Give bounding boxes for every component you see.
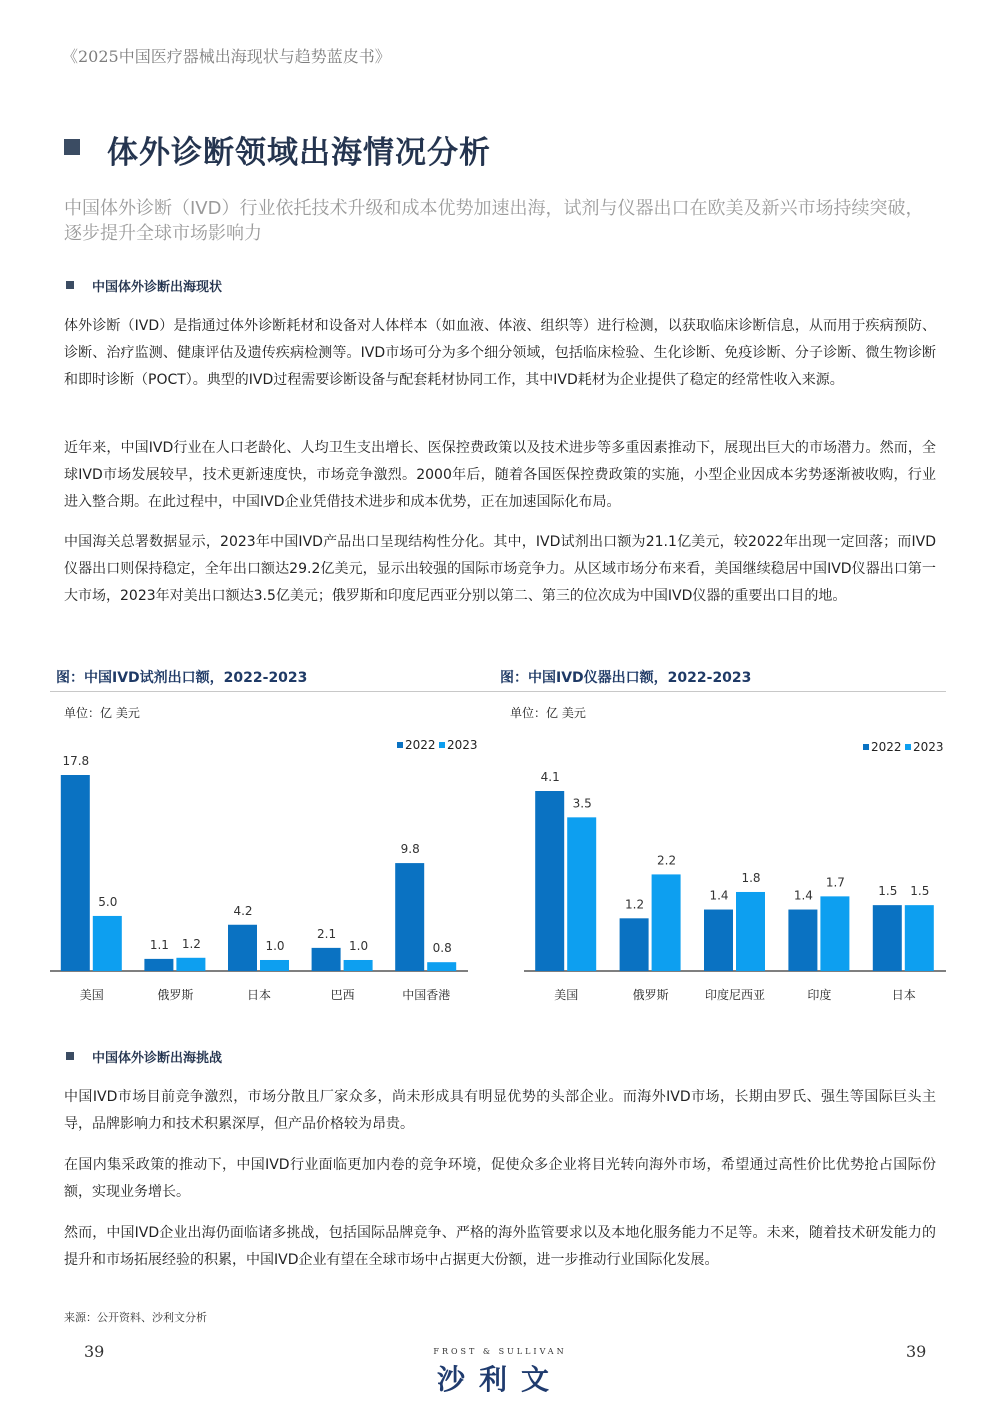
- section-bullet-icon: [64, 139, 80, 155]
- bar-2022: [228, 925, 257, 971]
- legend-label: 2022: [871, 740, 902, 754]
- data-label: 9.8: [400, 842, 420, 857]
- bar-2022: [144, 959, 173, 971]
- x-tick-label: 俄罗斯: [157, 988, 194, 1002]
- data-label: 2.1: [317, 926, 337, 941]
- chart-unit-instrument: 单位：亿 美元: [510, 706, 586, 720]
- document-header: 《2025中国医疗器械出海现状与趋势蓝皮书》: [62, 47, 391, 66]
- data-label: 3.5: [572, 796, 592, 811]
- bar-2022: [620, 918, 649, 971]
- logo-text-en: FROST & SULLIVAN: [433, 1347, 567, 1356]
- subsection-title-status: 中国体外诊断出海现状: [92, 280, 223, 295]
- x-tick-label: 中国香港: [402, 988, 451, 1002]
- bar-2023: [176, 958, 205, 971]
- bar-2023: [905, 905, 934, 971]
- x-tick-label: 日本: [246, 988, 272, 1002]
- chart-title-divider: [50, 691, 495, 692]
- legend-swatch: [439, 742, 445, 748]
- x-tick-label: 印度尼西亚: [704, 988, 766, 1002]
- bar-2023: [344, 960, 373, 971]
- legend-swatch: [863, 744, 869, 750]
- paragraph: 中国海关总署数据显示，2023年中国IVD产品出口呈现结构性分化。其中，IVD试剂出口额为21.1亿美元，较2022年出现一定回落；而IVD仪器出口则保持稳定，全年出口额达29.2亿美元，显示出较强的国际市场竞争力。从区域市场分布来看，美国继续稳居中国IVD仪器出口第一大市场，2023年对美出口额达3.5亿美元；俄罗斯和印度尼西亚分别以第二、第三的位次成为中国IVD仪器的重要出口目的地。: [64, 534, 936, 604]
- bar-2023: [93, 916, 122, 971]
- legend-swatch: [905, 744, 911, 750]
- chart-reagent-export: [40, 725, 485, 1015]
- bar-2023: [820, 896, 849, 971]
- data-label: 1.0: [349, 938, 369, 953]
- data-label: 5.0: [98, 894, 118, 909]
- data-label: 2.2: [657, 853, 677, 868]
- data-label: 1.0: [265, 938, 285, 953]
- legend-swatch: [397, 742, 403, 748]
- paragraph: 然而，中国IVD企业出海仍面临诸多挑战，包括国际品牌竞争、严格的海外监管要求以及本地化服务能力不足等。未来，随着技术研发能力的提升和市场拓展经验的积累，中国IVD企业有望在全球市场中占据更大份额，进一步推动行业国际化发展。: [64, 1225, 936, 1268]
- data-label: 1.2: [625, 897, 645, 912]
- subsection-bullet-icon: [66, 1052, 74, 1060]
- paragraph: 中国IVD市场目前竞争激烈，市场分散且厂家众多，尚未形成具有明显优势的头部企业。而海外IVD市场，长期由罗氏、强生等国际巨头主导，品牌影响力和技术积累深厚，但产品价格较为昂贵。: [64, 1089, 936, 1132]
- chart-title-divider: [495, 691, 946, 692]
- page-number-right: 39: [906, 1342, 927, 1361]
- data-label: 1.5: [910, 884, 930, 899]
- subsection-bullet-icon: [66, 281, 74, 289]
- data-label: 17.8: [62, 754, 90, 768]
- legend-label: 2022: [405, 738, 436, 752]
- data-label: 1.5: [878, 884, 898, 899]
- section-lead: 中国体外诊断（IVD）行业依托技术升级和成本优势加速出海，试剂与仪器出口在欧美及新兴市场持续突破，逐步提升全球市场影响力: [64, 198, 924, 244]
- legend-label: 2023: [447, 738, 478, 752]
- data-label: 4.2: [233, 903, 253, 918]
- section-title: 体外诊断领域出海情况分析: [107, 135, 491, 171]
- page-number-left: 39: [84, 1342, 105, 1361]
- x-tick-label: 美国: [79, 988, 104, 1002]
- bar-2023: [427, 962, 456, 971]
- bar-2022: [395, 863, 424, 971]
- source-note: 来源：公开资料、沙利文分析: [64, 1311, 207, 1324]
- x-tick-label: 巴西: [330, 988, 355, 1002]
- subsection-title-challenges: 中国体外诊断出海挑战: [92, 1051, 223, 1066]
- legend-label: 2023: [913, 740, 944, 754]
- chart-title-instrument: 图：中国IVD仪器出口额，2022-2023: [500, 670, 752, 686]
- x-tick-label: 日本: [891, 988, 916, 1002]
- data-label: 1.4: [793, 888, 813, 903]
- chart-unit-reagent: 单位：亿 美元: [64, 706, 140, 720]
- x-tick-label: 俄罗斯: [632, 988, 669, 1002]
- bar-2022: [312, 948, 341, 971]
- bar-2022: [61, 775, 90, 971]
- paragraph: 在国内集采政策的推动下，中国IVD行业面临更加内卷的竞争环境，促使众多企业将目光转向海外市场，希望通过高性价比优势抢占国际份额，实现业务增长。: [64, 1157, 936, 1200]
- data-label: 0.8: [432, 941, 452, 956]
- chart-title-reagent: 图：中国IVD试剂出口额，2022-2023: [56, 670, 308, 686]
- bar-2023: [567, 817, 596, 971]
- data-label: 1.4: [709, 888, 729, 903]
- x-tick-label: 美国: [554, 988, 579, 1002]
- bar-2022: [788, 910, 817, 971]
- paragraph: 近年来，中国IVD行业在人口老龄化、人均卫生支出增长、医保控费政策以及技术进步等多重因素推动下，展现出巨大的市场潜力。然而，全球IVD市场发展较早，技术更新速度快，市场竞争激烈。2000年后，随着各国医保控费政策的实施，小型企业因成本劣势逐渐被收购，行业进入整合期。在此过程中，中国IVD企业凭借技术进步和成本优势，正在加速国际化布局。: [64, 440, 936, 510]
- data-label: 1.8: [741, 870, 761, 885]
- x-tick-label: 印度: [807, 988, 832, 1002]
- bar-2023: [652, 874, 681, 971]
- bar-2022: [535, 791, 564, 971]
- data-label: 1.7: [825, 875, 845, 890]
- data-label: 4.1: [540, 770, 560, 784]
- paragraph: 体外诊断（IVD）是指通过体外诊断耗材和设备对人体样本（如血液、体液、组织等）进行检测，以获取临床诊断信息，从而用于疾病预防、诊断、治疗监测、健康评估及遗传疾病检测等。IVD市场可分为多个细分领域，包括临床检验、生化诊断、免疫诊断、分子诊断、微生物诊断和即时诊断（POCT）。典型的IVD过程需要诊断设备与配套耗材协同工作，其中IVD耗材为企业提供了稳定的经常性收入来源。: [64, 318, 936, 388]
- bar-2022: [873, 905, 902, 971]
- data-label: 1.2: [181, 936, 201, 951]
- bar-2023: [736, 892, 765, 971]
- logo-text-cn: 沙利文: [436, 1363, 563, 1396]
- bar-2022: [704, 910, 733, 971]
- chart-instrument-export: [512, 725, 957, 1015]
- bar-2023: [260, 960, 289, 971]
- data-label: 1.1: [149, 937, 169, 952]
